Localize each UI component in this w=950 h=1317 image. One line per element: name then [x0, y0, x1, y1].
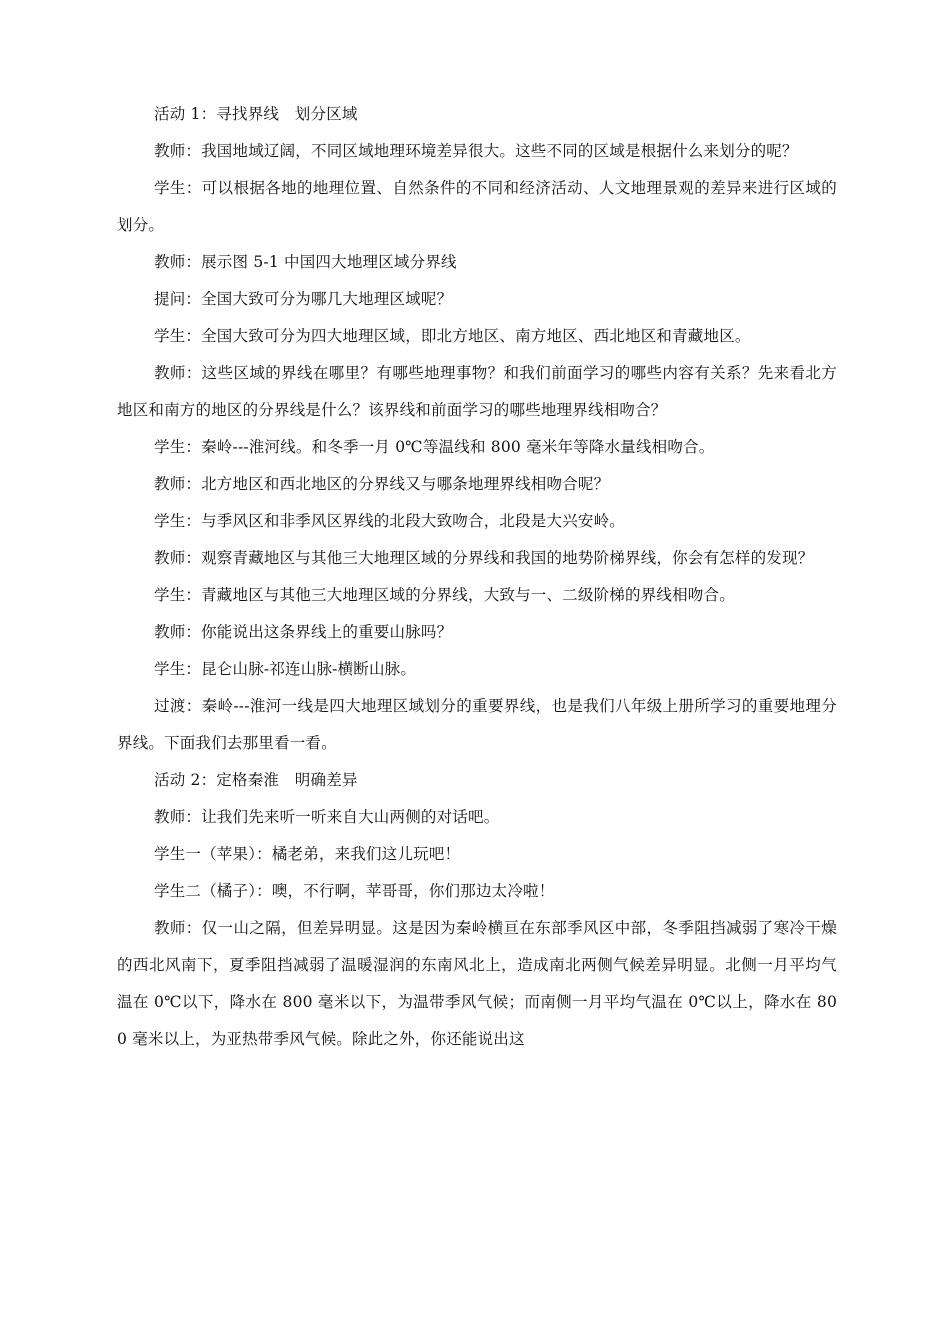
- paragraph: 教师：我国地域辽阔，不同区域地理环境差异很大。这些不同的区域是根据什么来划分的呢？: [154, 142, 798, 160]
- paragraph: 学生：青藏地区与其他三大地理区域的分界线，大致与一、二级阶梯的界线相吻合。: [154, 586, 735, 604]
- paragraph: 学生：与季风区和非季风区界线的北段大致吻合，北段是大兴安岭。: [154, 512, 626, 530]
- heading-activity-2: 活动 2：定格秦淮 明确差异: [154, 771, 358, 789]
- paragraph: 教师：让我们先来听一听来自大山两侧的对话吧。: [154, 808, 500, 826]
- heading-activity-1: 活动 1：寻找界线 划分区域: [154, 105, 358, 123]
- paragraph: 学生：全国大致可分为四大地理区域，即北方地区、南方地区、西北地区和青藏地区。: [154, 327, 751, 345]
- paragraph: 学生一（苹果）：橘老弟，来我们这儿玩吧！: [154, 845, 461, 863]
- paragraph: 提问：全国大致可分为哪几大地理区域呢？: [154, 290, 453, 308]
- paragraph: 学生：可以根据各地的地理位置、自然条件的不同和经济活动、人文地理景观的差异来进行区域的划分。: [117, 179, 837, 234]
- paragraph: 教师：观察青藏地区与其他三大地理区域的分界线和我国的地势阶梯界线，你会有怎样的发现？: [154, 549, 814, 567]
- paragraph: 学生：秦岭---淮河线。和冬季一月 0℃等温线和 800 毫米年等降水量线相吻合。: [154, 438, 715, 456]
- paragraph: 教师：仅一山之隔，但差异明显。这是因为秦岭横亘在东部季风区中部，冬季阻挡减弱了寒冷干燥的西北风南下，夏季阻挡减弱了温暖湿润的东南风北上，造成南北两侧气候差异明显。北侧一月平均气温在 0℃以下，降水在 800 毫米以下，为温带季风气候；而南侧一月平均气温在 0℃以上，降水在 800 毫米以上，为亚热带季风气候。除此之外，你还能说出这: [117, 919, 838, 1048]
- paragraph: 教师：展示图 5-1 中国四大地理区域分界线: [154, 253, 457, 271]
- paragraph: 教师：北方地区和西北地区的分界线又与哪条地理界线相吻合呢？: [154, 475, 610, 493]
- paragraph: 教师：这些区域的界线在哪里？有哪些地理事物？和我们前面学习的哪些内容有关系？先来看北方地区和南方的地区的分界线是什么？该界线和前面学习的哪些地理界线相吻合？: [117, 364, 837, 419]
- paragraph: 教师：你能说出这条界线上的重要山脉吗？: [154, 623, 453, 641]
- paragraph: 学生：昆仑山脉-祁连山脉-横断山脉。: [154, 660, 417, 678]
- paragraph: 过渡：秦岭---淮河一线是四大地理区域划分的重要界线，也是我们八年级上册所学习的重要地理分界线。下面我们去那里看一看。: [117, 697, 837, 752]
- document-body: [117, 96, 837, 1058]
- paragraph: 学生二（橘子）：噢，不行啊，苹哥哥，你们那边太冷啦！: [154, 882, 555, 900]
